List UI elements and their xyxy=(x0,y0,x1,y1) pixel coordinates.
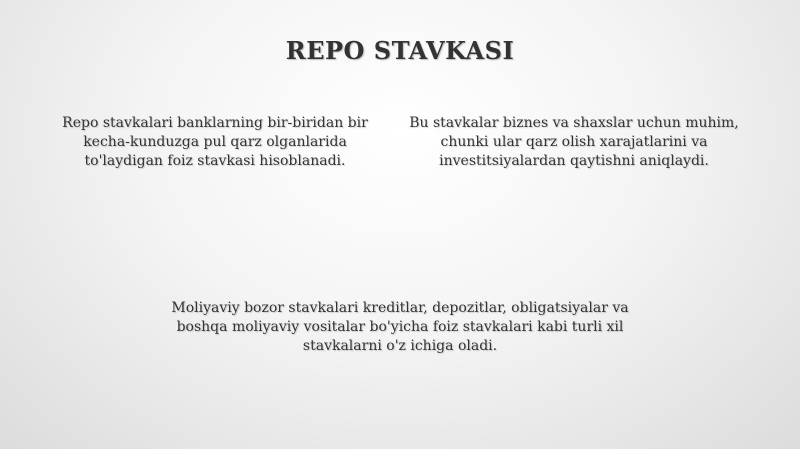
slide-title: REPO STAVKASI xyxy=(285,36,515,65)
left-paragraph: Repo stavkalari banklarning bir-biridan bir kecha-kunduzga pul qarz olganlarida to'laydigan foiz stavkasi hisoblanadi. xyxy=(62,115,368,169)
bottom-paragraph: Moliyaviy bozor stavkalari kreditlar, depozitlar, obligatsiyalar va boshqa moliyaviy vositalar bo'yicha foiz stavkalari kabi turli xil stavkalarni o'z ichiga oladi. xyxy=(171,300,629,354)
right-paragraph: Bu stavkalar biznes va shaxslar uchun muhim, chunki ular qarz olish xarajatlarini va investitsiyalardan qaytishni aniqlaydi. xyxy=(409,115,739,169)
